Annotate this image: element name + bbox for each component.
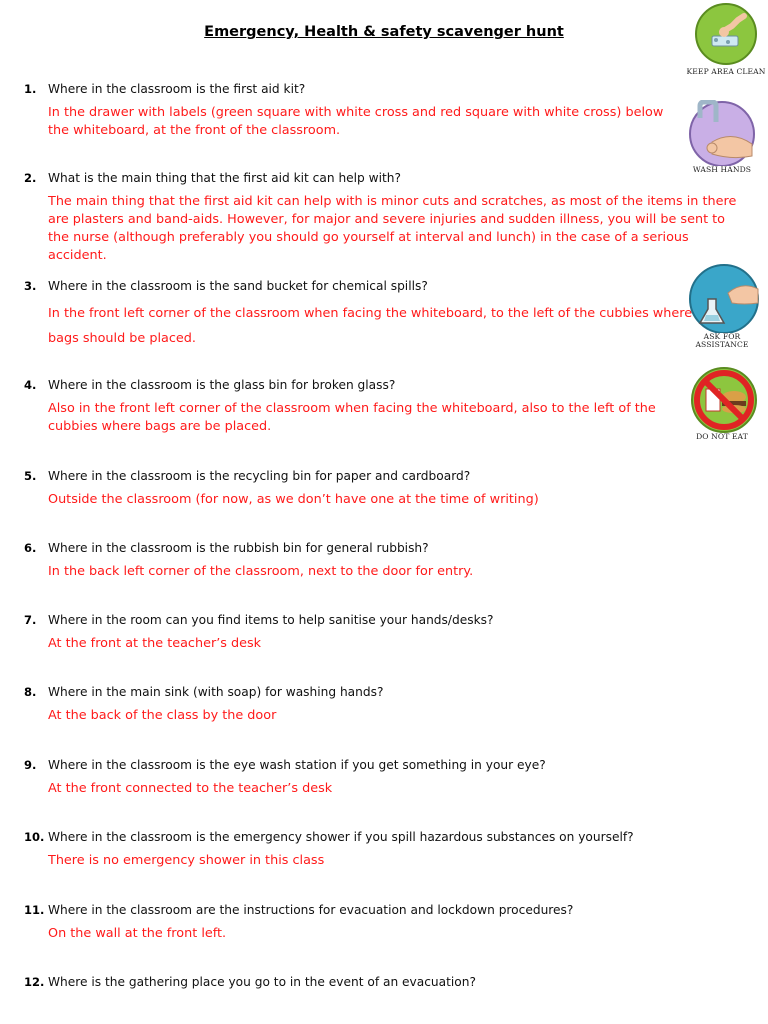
keep-area-clean-sign xyxy=(684,2,768,76)
do-not-eat-icon xyxy=(682,367,762,433)
icon-caption: WASH HANDS xyxy=(692,165,752,174)
question-number: 3. xyxy=(24,279,37,293)
question-number: 11. xyxy=(24,903,45,917)
question-text: Where in the classroom is the recycling bin for paper and cardboard? xyxy=(48,469,471,483)
question-text: Where in the classroom is the first aid kit? xyxy=(48,82,306,96)
answer-text: In the front left corner of the classroom when facing the whiteboard, to the left of the cubbies where bags should be placed. xyxy=(48,306,693,346)
question-number: 5. xyxy=(24,469,37,483)
answer-text: At the front connected to the teacher’s desk xyxy=(48,781,333,796)
question-text: Where in the classroom is the emergency shower if you spill hazardous substances on yourself? xyxy=(48,830,634,844)
question-number: 12. xyxy=(24,975,45,989)
answer-text: Also in the front left corner of the classroom when facing the whiteboard, also to the left of the cubbies where bags are be placed. xyxy=(48,401,656,434)
question-text: Where in the classroom is the rubbish bin for general rubbish? xyxy=(48,541,429,555)
wash-hands-icon xyxy=(682,100,762,166)
answer-text: In the back left corner of the classroom, next to the door for entry. xyxy=(48,564,474,579)
question-number: 6. xyxy=(24,541,37,555)
answer-text: At the back of the class by the door xyxy=(48,708,277,723)
question-text: Where in the classroom is the sand bucket for chemical spills? xyxy=(48,279,428,293)
do-not-eat-sign xyxy=(680,367,764,441)
ask-for-assistance-icon xyxy=(682,263,762,333)
question-text: What is the main thing that the first aid kit can help with? xyxy=(48,171,401,185)
question-text: Where in the classroom is the glass bin for broken glass? xyxy=(48,378,396,392)
question-text: Where in the classroom is the eye wash station if you get something in your eye? xyxy=(48,758,546,772)
icon-caption: ASK FOR ASSISTANCE xyxy=(695,332,749,349)
answer-text: On the wall at the front left. xyxy=(48,926,227,941)
answer-text: There is no emergency shower in this class xyxy=(48,853,325,868)
question-number: 2. xyxy=(24,171,37,185)
icon-caption: DO NOT EAT xyxy=(696,432,748,441)
question-number: 9. xyxy=(24,758,37,772)
question-text: Where is the gathering place you go to in the event of an evacuation? xyxy=(48,975,476,989)
answer-text: The main thing that the first aid kit can help with is minor cuts and scratches, as most of the items in there are plasters and band-aids. However, for major and severe injuries and sudden illness, you will be sent to the nurse (although preferably you should go yourself at interval and lunch) in the case of a serious accident. xyxy=(48,194,737,263)
question-text: Where in the classroom are the instructions for evacuation and lockdown procedures? xyxy=(48,903,574,917)
question-text: Where in the room can you find items to help sanitise your hands/desks? xyxy=(48,613,494,627)
question-number: 1. xyxy=(24,82,37,96)
answer-text: Outside the classroom (for now, as we don’t have one at the time of writing) xyxy=(48,492,539,507)
question-number: 10. xyxy=(24,830,45,844)
question-number: 8. xyxy=(24,685,37,699)
wash-hands-sign xyxy=(680,100,764,174)
question-number: 7. xyxy=(24,613,37,627)
keep-area-clean-icon xyxy=(686,2,766,68)
question-number: 4. xyxy=(24,378,37,392)
question-text: Where in the main sink (with soap) for washing hands? xyxy=(48,685,384,699)
page-title: Emergency, Health & safety scavenger hunt xyxy=(204,24,564,40)
answer-text: At the front at the teacher’s desk xyxy=(48,636,262,651)
icon-caption: KEEP AREA CLEAN xyxy=(686,67,766,76)
ask-for-assistance-sign xyxy=(680,263,764,349)
answer-text: In the drawer with labels (green square with white cross and red square with white cross) below the whiteboard, at the front of the classroom. xyxy=(48,105,664,138)
